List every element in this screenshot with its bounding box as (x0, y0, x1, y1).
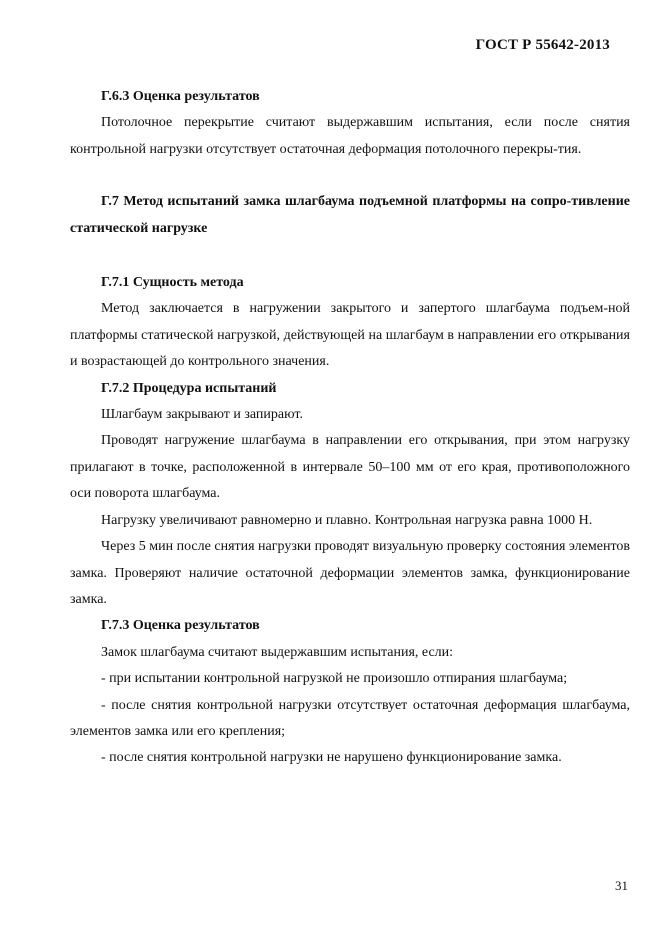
paragraph-g72-step1: Шлагбаум закрывают и запирают. (101, 407, 303, 423)
document-body (70, 84, 630, 772)
paragraph-g73-intro: Замок шлагбаума считают выдержавшим испытания, если: (101, 644, 454, 660)
section-title-g71: Г.7.1 Сущность метода (101, 275, 244, 291)
paragraph-g63-result: Потолочное перекрытие считают выдержавшим испытания, если после снятия контрольной нагрузки отсутствует остаточная деформация потолочного перекры-тия. (70, 115, 630, 157)
section-title-g63: Г.6.3 Оценка результатов (101, 89, 260, 104)
section-title-g7: Г.7 Метод испытаний замка шлагбаума подъемной платформы на сопро-тивление статической нагрузке (70, 194, 630, 236)
list-item-g73-3: - после снятия контрольной нагрузки не нарушено функционирование замка. (101, 750, 562, 766)
paragraph-g72-step2: Проводят нагружение шлагбаума в направлении его открывания, при этом нагрузку прилагают в точке, расположенной в интервале 50–100 мм от его края, противоположного оси поворота шлагбаума. (70, 433, 630, 502)
section-title-g73: Г.7.3 Оценка результатов (101, 618, 260, 634)
page-number: 31 (615, 878, 628, 893)
section-title-g72: Г.7.2 Процедура испытаний (101, 380, 277, 396)
paragraph-g72-step3: Нагрузку увеличивают равномерно и плавно. Контрольная нагрузка равна 1000 Н. (101, 512, 593, 528)
paragraph-g72-step4: Через 5 мин после снятия нагрузки проводят визуальную проверку состояния элементов замка. Проверяют наличие остаточной деформации элементов замка, функционирование замка. (70, 539, 630, 607)
list-item-g73-1: - при испытании контрольной нагрузкой не произошло отпирания шлагбаума; (101, 671, 568, 687)
paragraph-g71-method: Метод заключается в нагружении закрытого и запертого шлагбаума подъем-ной платформы статической нагрузкой, действующей на шлагбаум в направлении его открывания и возрастающей до контрольного значения. (70, 301, 630, 370)
document-id: ГОСТ Р 55642-2013 (475, 37, 610, 53)
list-item-g73-2: - после снятия контрольной нагрузки отсутствует остаточная деформация шлагбаума, элементов замка или его крепления; (70, 697, 630, 739)
